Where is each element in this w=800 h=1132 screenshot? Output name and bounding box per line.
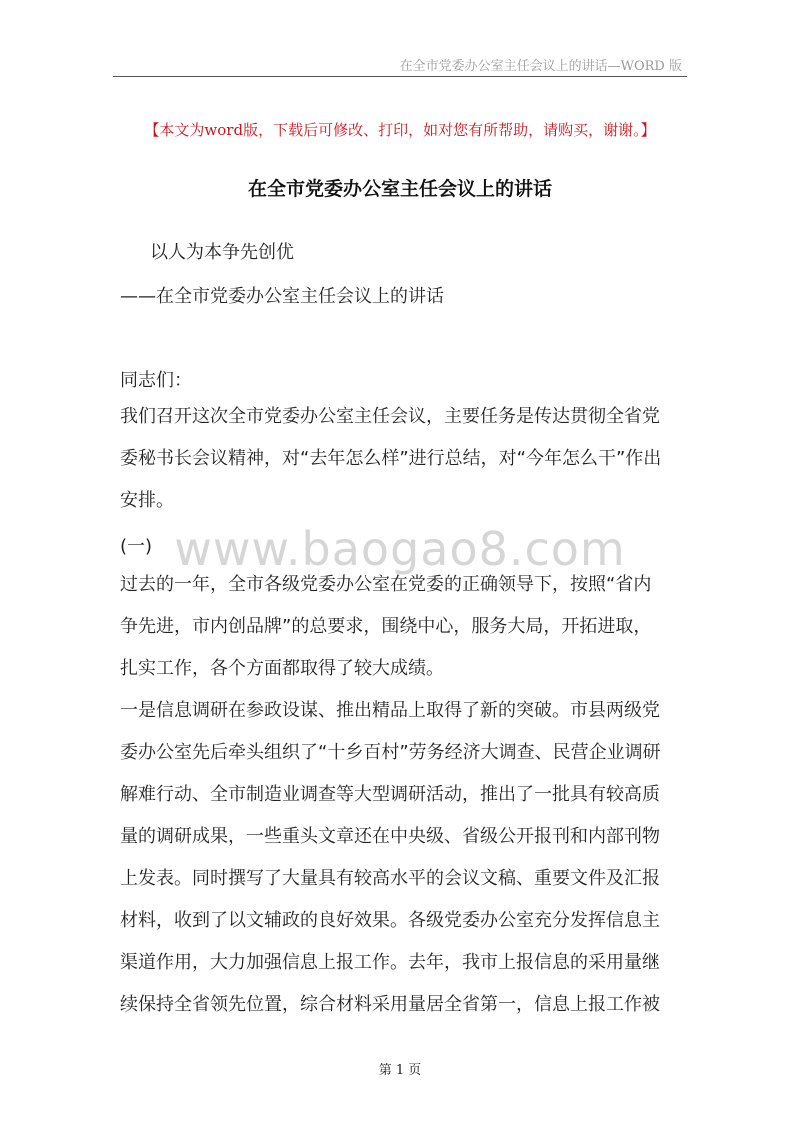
subtitle-line-1: 以人为本争先创优 <box>150 242 294 263</box>
subtitle-line-2: ——在全市党委办公室主任会议上的讲话 <box>120 286 444 307</box>
text-line: 安排。 <box>120 490 174 511</box>
text-line: 争先进，市内创品牌”的总要求，围绕中心，服务大局，开拓进取， <box>120 616 652 637</box>
running-header: 在全市党委办公室主任会议上的讲话—WORD 版 <box>399 59 682 74</box>
text-line: 扎实工作，各个方面都取得了较大成绩。 <box>120 658 444 679</box>
salutation: 同志们： <box>120 370 192 391</box>
paragraph-2 <box>120 690 686 1026</box>
text-line: 委办公室先后牵头组织了“十乡百村”劳务经济大调查、民营企业调研 <box>120 742 661 763</box>
watermark: www.baogao8.com <box>174 522 626 576</box>
document-title: 在全市党委办公室主任会议上的讲话 <box>247 178 552 200</box>
section-marker: (一) <box>120 536 153 557</box>
text-line: 解难行动、全市制造业调查等大型调研活动，推出了一批具有较高质 <box>120 784 660 805</box>
header-rule <box>113 76 687 77</box>
text-line: 上发表。同时撰写了大量具有较高水平的会议文稿、重要文件及汇报 <box>120 868 660 889</box>
text-line: 续保持全省领先位置，综合材料采用量居全省第一，信息上报工作被 <box>120 994 660 1015</box>
text-line: 渠道作用，大力加强信息上报工作。去年，我市上报信息的采用量继 <box>120 952 660 973</box>
text-line: 过去的一年，全市各级党委办公室在党委的正确领导下，按照“省内 <box>120 574 652 595</box>
purchase-notice: 【本文为word版，下载后可修改、打印，如对您有所帮助，请购买，谢谢。】 <box>144 121 656 139</box>
text-line: 量的调研成果，一些重头文章还在中央级、省级公开报刊和内部刊物 <box>120 826 660 847</box>
intro-paragraph <box>120 396 686 522</box>
page-number: 第 1 页 <box>378 1063 422 1078</box>
text-line: 材料，收到了以文辅政的良好效果。各级党委办公室充分发挥信息主 <box>120 910 660 931</box>
text-line: 我们召开这次全市党委办公室主任会议，主要任务是传达贯彻全省党 <box>120 406 660 427</box>
text-line: 委秘书长会议精神，对“去年怎么样”进行总结，对“今年怎么干”作出 <box>120 448 662 469</box>
text-line: 一是信息调研在参政设谋、推出精品上取得了新的突破。市县两级党 <box>120 700 660 721</box>
paragraph-1 <box>120 564 686 690</box>
